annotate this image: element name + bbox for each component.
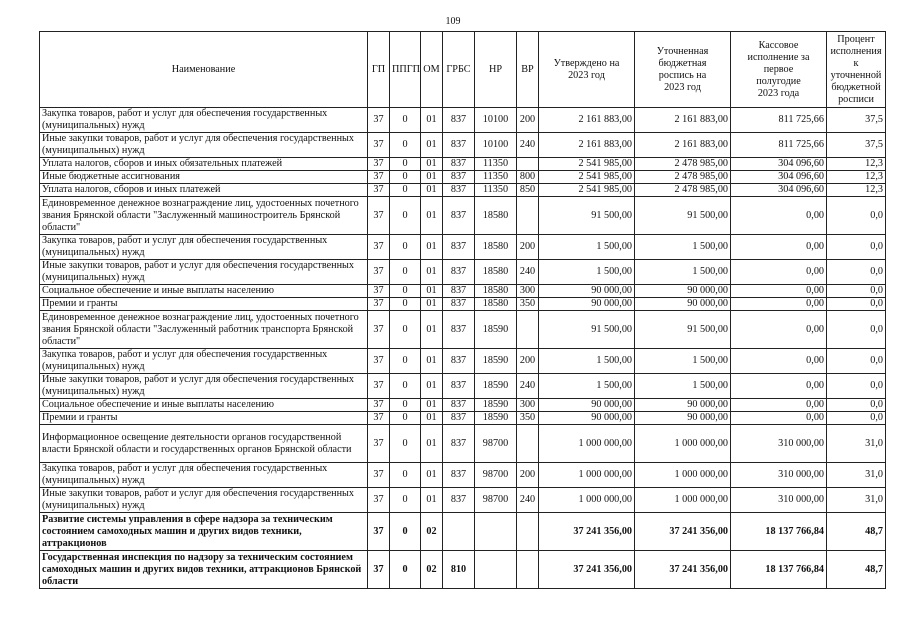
row-grbs: 837 bbox=[443, 311, 475, 349]
table-row bbox=[40, 463, 886, 488]
row-name: Уплата налогов, сборов и иных платежей bbox=[40, 184, 368, 197]
row-ppgp: 0 bbox=[390, 513, 421, 551]
row-vr: 240 bbox=[517, 133, 539, 158]
row-approved: 90 000,00 bbox=[539, 412, 635, 425]
row-gp: 37 bbox=[368, 260, 390, 285]
row-gp: 37 bbox=[368, 463, 390, 488]
row-grbs: 837 bbox=[443, 260, 475, 285]
row-om: 02 bbox=[421, 513, 443, 551]
row-name: Иные закупки товаров, работ и услуг для обеспечения государственных (муниципальных) нужд bbox=[40, 374, 368, 399]
row-gp: 37 bbox=[368, 399, 390, 412]
row-gp: 37 bbox=[368, 551, 390, 589]
row-executed: 0,00 bbox=[731, 399, 827, 412]
budget-table bbox=[39, 31, 886, 589]
row-grbs: 837 bbox=[443, 425, 475, 463]
row-np: 11350 bbox=[475, 171, 517, 184]
row-name: Развитие системы управления в сфере надзора за техническим состоянием самоходных машин и других видов техники, аттракционов bbox=[40, 513, 368, 551]
row-ppgp: 0 bbox=[390, 197, 421, 235]
row-vr bbox=[517, 197, 539, 235]
row-approved: 90 000,00 bbox=[539, 399, 635, 412]
row-vr: 300 bbox=[517, 399, 539, 412]
row-np: 11350 bbox=[475, 158, 517, 171]
row-executed: 310 000,00 bbox=[731, 425, 827, 463]
row-name: Закупка товаров, работ и услуг для обеспечения государственных (муниципальных) нужд bbox=[40, 349, 368, 374]
row-name: Государственная инспекция по надзору за техническим состоянием самоходных машин и других видов техники, аттракционов Брянской области bbox=[40, 551, 368, 589]
row-name: Премии и гранты bbox=[40, 298, 368, 311]
page-number: 109 bbox=[445, 16, 461, 27]
row-om: 01 bbox=[421, 399, 443, 412]
row-refined: 91 500,00 bbox=[635, 197, 731, 235]
row-percent: 31,0 bbox=[827, 425, 886, 463]
row-name: Закупка товаров, работ и услуг для обеспечения государственных (муниципальных) нужд bbox=[40, 463, 368, 488]
row-grbs: 837 bbox=[443, 399, 475, 412]
row-refined: 2 478 985,00 bbox=[635, 184, 731, 197]
row-gp: 37 bbox=[368, 488, 390, 513]
row-executed: 310 000,00 bbox=[731, 488, 827, 513]
row-grbs: 810 bbox=[443, 551, 475, 589]
row-percent: 0,0 bbox=[827, 374, 886, 399]
row-approved: 2 541 985,00 bbox=[539, 184, 635, 197]
row-percent: 37,5 bbox=[827, 108, 886, 133]
table-row bbox=[40, 171, 886, 184]
row-vr: 240 bbox=[517, 260, 539, 285]
row-percent: 12,3 bbox=[827, 184, 886, 197]
row-np: 98700 bbox=[475, 488, 517, 513]
table-row bbox=[40, 108, 886, 133]
row-grbs: 837 bbox=[443, 374, 475, 399]
row-gp: 37 bbox=[368, 184, 390, 197]
row-percent: 12,3 bbox=[827, 171, 886, 184]
row-np: 18580 bbox=[475, 235, 517, 260]
row-executed: 18 137 766,84 bbox=[731, 551, 827, 589]
row-executed: 811 725,66 bbox=[731, 108, 827, 133]
row-approved: 90 000,00 bbox=[539, 285, 635, 298]
row-approved: 1 000 000,00 bbox=[539, 463, 635, 488]
row-approved: 2 541 985,00 bbox=[539, 171, 635, 184]
row-np: 18590 bbox=[475, 374, 517, 399]
row-np: 18590 bbox=[475, 311, 517, 349]
row-ppgp: 0 bbox=[390, 412, 421, 425]
row-name: Иные закупки товаров, работ и услуг для обеспечения государственных (муниципальных) нужд bbox=[40, 133, 368, 158]
row-approved: 1 500,00 bbox=[539, 349, 635, 374]
row-name: Информационное освещение деятельности органов государственной власти Брянской области и государственных органов Брянской области bbox=[40, 425, 368, 463]
row-om: 01 bbox=[421, 311, 443, 349]
row-approved: 37 241 356,00 bbox=[539, 551, 635, 589]
table-row bbox=[40, 197, 886, 235]
row-ppgp: 0 bbox=[390, 399, 421, 412]
row-refined: 90 000,00 bbox=[635, 285, 731, 298]
row-refined: 37 241 356,00 bbox=[635, 513, 731, 551]
row-executed: 0,00 bbox=[731, 285, 827, 298]
header-vr: ВР bbox=[517, 32, 539, 108]
row-executed: 310 000,00 bbox=[731, 463, 827, 488]
row-om: 01 bbox=[421, 425, 443, 463]
row-refined: 90 000,00 bbox=[635, 412, 731, 425]
row-percent: 0,0 bbox=[827, 285, 886, 298]
row-vr bbox=[517, 513, 539, 551]
header-approved: Утверждено на 2023 год bbox=[539, 32, 635, 108]
row-gp: 37 bbox=[368, 285, 390, 298]
row-ppgp: 0 bbox=[390, 285, 421, 298]
row-gp: 37 bbox=[368, 298, 390, 311]
row-name: Иные бюджетные ассигнования bbox=[40, 171, 368, 184]
row-om: 01 bbox=[421, 298, 443, 311]
row-ppgp: 0 bbox=[390, 260, 421, 285]
row-executed: 0,00 bbox=[731, 298, 827, 311]
row-name: Закупка товаров, работ и услуг для обеспечения государственных (муниципальных) нужд bbox=[40, 235, 368, 260]
row-np bbox=[475, 513, 517, 551]
header-om: ОМ bbox=[421, 32, 443, 108]
row-gp: 37 bbox=[368, 425, 390, 463]
row-vr: 240 bbox=[517, 374, 539, 399]
row-executed: 304 096,60 bbox=[731, 158, 827, 171]
row-percent: 12,3 bbox=[827, 158, 886, 171]
row-grbs: 837 bbox=[443, 235, 475, 260]
row-om: 01 bbox=[421, 349, 443, 374]
table-row bbox=[40, 184, 886, 197]
header-executed: Кассовое исполнение за первое полугодие 2023 года bbox=[731, 32, 827, 108]
row-executed: 304 096,60 bbox=[731, 171, 827, 184]
row-om: 01 bbox=[421, 235, 443, 260]
row-np: 18580 bbox=[475, 285, 517, 298]
row-name: Иные закупки товаров, работ и услуг для обеспечения государственных (муниципальных) нужд bbox=[40, 488, 368, 513]
row-ppgp: 0 bbox=[390, 184, 421, 197]
row-ppgp: 0 bbox=[390, 235, 421, 260]
row-grbs: 837 bbox=[443, 349, 475, 374]
table-row bbox=[40, 349, 886, 374]
row-vr bbox=[517, 158, 539, 171]
table-row bbox=[40, 513, 886, 551]
row-gp: 37 bbox=[368, 311, 390, 349]
row-gp: 37 bbox=[368, 349, 390, 374]
row-percent: 0,0 bbox=[827, 260, 886, 285]
row-om: 01 bbox=[421, 108, 443, 133]
row-name: Единовременное денежное вознаграждение лиц, удостоенных почетного звания Брянской области "Заслуженный машиностроитель Брянской области" bbox=[40, 197, 368, 235]
row-np: 18580 bbox=[475, 260, 517, 285]
row-approved: 1 500,00 bbox=[539, 374, 635, 399]
row-percent: 48,7 bbox=[827, 513, 886, 551]
row-approved: 1 000 000,00 bbox=[539, 425, 635, 463]
row-approved: 90 000,00 bbox=[539, 298, 635, 311]
row-om: 01 bbox=[421, 488, 443, 513]
row-percent: 0,0 bbox=[827, 311, 886, 349]
table-row bbox=[40, 235, 886, 260]
row-approved: 91 500,00 bbox=[539, 197, 635, 235]
table-row bbox=[40, 285, 886, 298]
table-row bbox=[40, 133, 886, 158]
row-gp: 37 bbox=[368, 374, 390, 399]
row-gp: 37 bbox=[368, 133, 390, 158]
row-executed: 0,00 bbox=[731, 349, 827, 374]
header-gp: ГП bbox=[368, 32, 390, 108]
row-om: 01 bbox=[421, 133, 443, 158]
table-row bbox=[40, 425, 886, 463]
row-gp: 37 bbox=[368, 108, 390, 133]
table-row bbox=[40, 374, 886, 399]
row-np: 10100 bbox=[475, 133, 517, 158]
row-refined: 1 500,00 bbox=[635, 235, 731, 260]
row-name: Иные закупки товаров, работ и услуг для обеспечения государственных (муниципальных) нужд bbox=[40, 260, 368, 285]
row-refined: 2 161 883,00 bbox=[635, 108, 731, 133]
row-np: 18590 bbox=[475, 412, 517, 425]
row-grbs: 837 bbox=[443, 463, 475, 488]
row-grbs: 837 bbox=[443, 488, 475, 513]
row-grbs bbox=[443, 513, 475, 551]
row-om: 01 bbox=[421, 412, 443, 425]
row-grbs: 837 bbox=[443, 184, 475, 197]
row-np: 98700 bbox=[475, 425, 517, 463]
row-percent: 0,0 bbox=[827, 349, 886, 374]
row-grbs: 837 bbox=[443, 108, 475, 133]
row-ppgp: 0 bbox=[390, 108, 421, 133]
row-om: 01 bbox=[421, 285, 443, 298]
row-refined: 90 000,00 bbox=[635, 399, 731, 412]
row-executed: 0,00 bbox=[731, 311, 827, 349]
row-executed: 0,00 bbox=[731, 235, 827, 260]
row-ppgp: 0 bbox=[390, 425, 421, 463]
table-row bbox=[40, 551, 886, 589]
table-row bbox=[40, 311, 886, 349]
row-executed: 811 725,66 bbox=[731, 133, 827, 158]
row-gp: 37 bbox=[368, 412, 390, 425]
row-grbs: 837 bbox=[443, 298, 475, 311]
row-refined: 1 000 000,00 bbox=[635, 463, 731, 488]
row-percent: 37,5 bbox=[827, 133, 886, 158]
row-refined: 2 478 985,00 bbox=[635, 158, 731, 171]
row-om: 02 bbox=[421, 551, 443, 589]
row-np: 18580 bbox=[475, 298, 517, 311]
row-percent: 0,0 bbox=[827, 197, 886, 235]
row-executed: 304 096,60 bbox=[731, 184, 827, 197]
row-executed: 18 137 766,84 bbox=[731, 513, 827, 551]
row-vr: 200 bbox=[517, 463, 539, 488]
row-refined: 37 241 356,00 bbox=[635, 551, 731, 589]
row-np bbox=[475, 551, 517, 589]
row-approved: 2 161 883,00 bbox=[539, 133, 635, 158]
row-vr: 350 bbox=[517, 412, 539, 425]
row-percent: 31,0 bbox=[827, 488, 886, 513]
row-approved: 1 000 000,00 bbox=[539, 488, 635, 513]
row-name: Премии и гранты bbox=[40, 412, 368, 425]
row-refined: 1 500,00 bbox=[635, 349, 731, 374]
row-np: 18580 bbox=[475, 197, 517, 235]
row-vr: 850 bbox=[517, 184, 539, 197]
row-gp: 37 bbox=[368, 513, 390, 551]
header-grbs: ГРБС bbox=[443, 32, 475, 108]
row-ppgp: 0 bbox=[390, 298, 421, 311]
row-executed: 0,00 bbox=[731, 374, 827, 399]
row-ppgp: 0 bbox=[390, 349, 421, 374]
row-np: 11350 bbox=[475, 184, 517, 197]
row-name: Закупка товаров, работ и услуг для обеспечения государственных (муниципальных) нужд bbox=[40, 108, 368, 133]
row-percent: 0,0 bbox=[827, 298, 886, 311]
header-row bbox=[40, 32, 886, 108]
row-gp: 37 bbox=[368, 235, 390, 260]
row-vr: 200 bbox=[517, 349, 539, 374]
row-gp: 37 bbox=[368, 158, 390, 171]
row-vr: 300 bbox=[517, 285, 539, 298]
row-vr: 200 bbox=[517, 108, 539, 133]
row-ppgp: 0 bbox=[390, 311, 421, 349]
row-grbs: 837 bbox=[443, 285, 475, 298]
header-refined: Уточненная бюджетная роспись на 2023 год bbox=[635, 32, 731, 108]
row-ppgp: 0 bbox=[390, 374, 421, 399]
row-vr: 800 bbox=[517, 171, 539, 184]
row-refined: 1 500,00 bbox=[635, 260, 731, 285]
row-percent: 0,0 bbox=[827, 399, 886, 412]
header-percent: Процент исполнения к уточненной бюджетной росписи bbox=[827, 32, 886, 108]
row-approved: 91 500,00 bbox=[539, 311, 635, 349]
row-percent: 0,0 bbox=[827, 412, 886, 425]
row-refined: 90 000,00 bbox=[635, 298, 731, 311]
row-om: 01 bbox=[421, 197, 443, 235]
row-np: 98700 bbox=[475, 463, 517, 488]
row-om: 01 bbox=[421, 171, 443, 184]
row-refined: 1 500,00 bbox=[635, 374, 731, 399]
row-vr: 240 bbox=[517, 488, 539, 513]
row-gp: 37 bbox=[368, 171, 390, 184]
row-refined: 2 478 985,00 bbox=[635, 171, 731, 184]
row-percent: 31,0 bbox=[827, 463, 886, 488]
row-ppgp: 0 bbox=[390, 551, 421, 589]
row-executed: 0,00 bbox=[731, 260, 827, 285]
row-grbs: 837 bbox=[443, 197, 475, 235]
row-grbs: 837 bbox=[443, 158, 475, 171]
row-refined: 91 500,00 bbox=[635, 311, 731, 349]
row-name: Социальное обеспечение и иные выплаты населению bbox=[40, 285, 368, 298]
row-grbs: 837 bbox=[443, 133, 475, 158]
row-ppgp: 0 bbox=[390, 171, 421, 184]
row-approved: 37 241 356,00 bbox=[539, 513, 635, 551]
row-grbs: 837 bbox=[443, 412, 475, 425]
row-grbs: 837 bbox=[443, 171, 475, 184]
row-np: 18590 bbox=[475, 399, 517, 412]
table-row bbox=[40, 298, 886, 311]
row-percent: 0,0 bbox=[827, 235, 886, 260]
header-np: НР bbox=[475, 32, 517, 108]
row-np: 10100 bbox=[475, 108, 517, 133]
row-refined: 2 161 883,00 bbox=[635, 133, 731, 158]
row-refined: 1 000 000,00 bbox=[635, 488, 731, 513]
row-np: 18590 bbox=[475, 349, 517, 374]
table-row bbox=[40, 399, 886, 412]
row-vr bbox=[517, 551, 539, 589]
table-row bbox=[40, 260, 886, 285]
row-om: 01 bbox=[421, 374, 443, 399]
row-percent: 48,7 bbox=[827, 551, 886, 589]
row-executed: 0,00 bbox=[731, 197, 827, 235]
row-ppgp: 0 bbox=[390, 463, 421, 488]
row-executed: 0,00 bbox=[731, 412, 827, 425]
row-om: 01 bbox=[421, 184, 443, 197]
row-om: 01 bbox=[421, 260, 443, 285]
row-approved: 2 161 883,00 bbox=[539, 108, 635, 133]
table-row bbox=[40, 488, 886, 513]
row-name: Единовременное денежное вознаграждение лиц, удостоенных почетного звания Брянской области "Заслуженный работник транспорта Брянской области" bbox=[40, 311, 368, 349]
row-name: Социальное обеспечение и иные выплаты населению bbox=[40, 399, 368, 412]
row-ppgp: 0 bbox=[390, 158, 421, 171]
table-row bbox=[40, 158, 886, 171]
row-vr: 350 bbox=[517, 298, 539, 311]
row-vr bbox=[517, 311, 539, 349]
row-approved: 2 541 985,00 bbox=[539, 158, 635, 171]
row-ppgp: 0 bbox=[390, 488, 421, 513]
row-approved: 1 500,00 bbox=[539, 235, 635, 260]
header-name: Наименование bbox=[40, 32, 368, 108]
row-refined: 1 000 000,00 bbox=[635, 425, 731, 463]
row-om: 01 bbox=[421, 158, 443, 171]
row-vr: 200 bbox=[517, 235, 539, 260]
row-approved: 1 500,00 bbox=[539, 260, 635, 285]
table-row bbox=[40, 412, 886, 425]
row-name: Уплата налогов, сборов и иных обязательных платежей bbox=[40, 158, 368, 171]
header-ppgp: ППГП bbox=[390, 32, 421, 108]
row-om: 01 bbox=[421, 463, 443, 488]
row-ppgp: 0 bbox=[390, 133, 421, 158]
row-gp: 37 bbox=[368, 197, 390, 235]
row-vr bbox=[517, 425, 539, 463]
